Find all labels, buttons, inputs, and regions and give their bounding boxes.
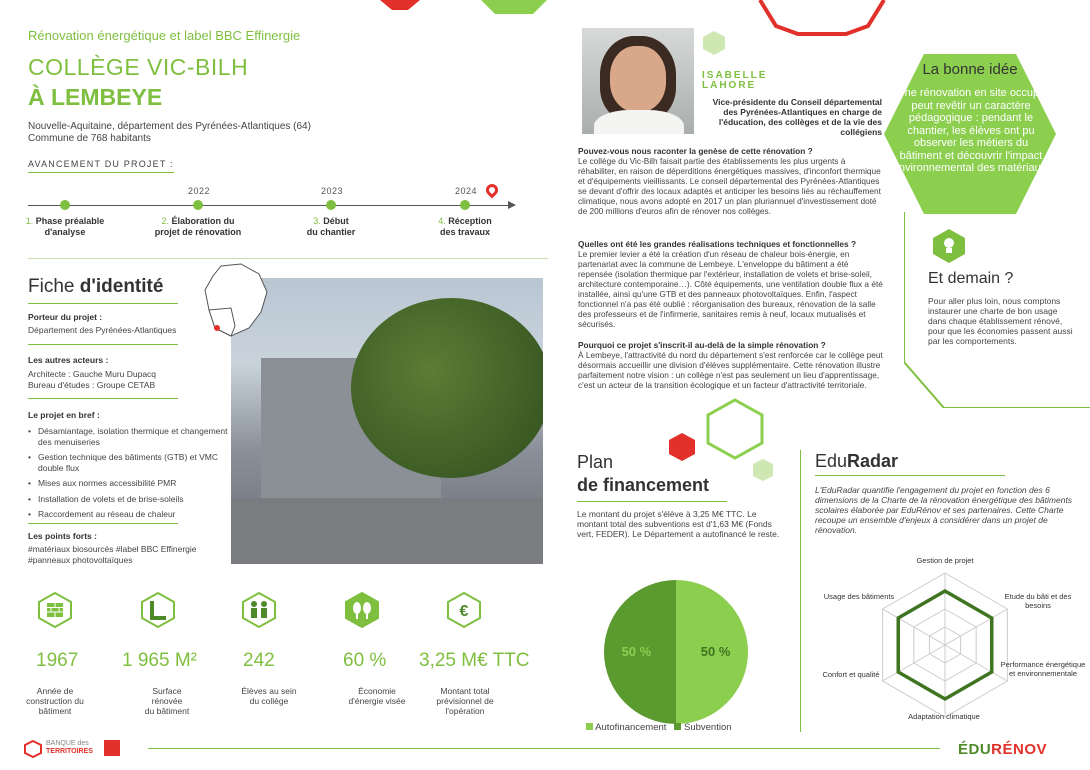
legend-swatch bbox=[674, 723, 681, 730]
list-item: • Installation de volets et de brise-soleils bbox=[28, 494, 228, 505]
stat-value: 3,25 M€ TTC bbox=[419, 650, 530, 671]
stat-label: Montant total prévisionnel de l'opération bbox=[436, 686, 494, 716]
bricks-icon bbox=[38, 592, 72, 628]
list-item: • Mises aux normes accessibilité PMR bbox=[28, 478, 228, 489]
idea-title: La bonne idée bbox=[922, 61, 1018, 78]
demain-title: Et demain ? bbox=[928, 270, 1014, 287]
forts-label: Les points forts : bbox=[28, 531, 97, 541]
radar-axis-label: Etude du bâti et des besoins bbox=[1004, 592, 1072, 610]
footer-line bbox=[148, 748, 940, 749]
timeline-axis bbox=[28, 205, 510, 206]
red-hex-decoration bbox=[668, 432, 696, 462]
interviewee-name: ISABELLE LAHORE bbox=[702, 70, 768, 91]
topic-label: Rénovation énergétique et label BBC Effinergie bbox=[28, 28, 301, 43]
timeline-dot bbox=[460, 200, 470, 210]
timeline-step: 3. Début du chantier bbox=[306, 216, 356, 237]
pie-legend bbox=[586, 722, 732, 733]
stat-value: 60 % bbox=[343, 650, 387, 671]
divider bbox=[28, 344, 178, 345]
timeline-dot bbox=[193, 200, 203, 210]
plan-body: Le montant du projet s'élève à 3,25 M€ TTC. Le montant total des subventions est d'1,63 M€ (Fonds vert, FEDER). Le Département a autofinancé le reste. bbox=[577, 509, 780, 539]
red-hex-decoration bbox=[380, 0, 420, 12]
stat-label: Économie d'énergie visée bbox=[348, 686, 406, 706]
list-item: • Désamiantage, isolation thermique et changement des menuiseries bbox=[28, 426, 228, 447]
lightbulb-icon bbox=[932, 228, 966, 264]
demain-body: Pour aller plus loin, nous comptons instaurer une charte de bon usage dans chaque établissement rénové, pour que les économies passent aussi par les comportements. bbox=[928, 296, 1073, 346]
vertical-divider bbox=[800, 450, 801, 732]
timeline-year: 2022 bbox=[188, 186, 211, 196]
college-photo bbox=[231, 278, 543, 564]
plan-title: Plan bbox=[577, 452, 614, 472]
red-outline-hex-decoration bbox=[758, 0, 886, 36]
population-line: Commune de 768 habitants bbox=[28, 133, 151, 144]
divider bbox=[815, 475, 1005, 476]
divider bbox=[28, 303, 178, 304]
timeline-step: 2. Élaboration du projet de rénovation bbox=[154, 216, 242, 237]
fiche-title: Fiche d'identité bbox=[28, 276, 164, 297]
radar-axis-label: Performance énergétique et environnementale bbox=[1000, 660, 1086, 678]
banque-territoires-logo: BANQUE des TERRITOIRES bbox=[46, 740, 93, 755]
radar-axis-label: Gestion de projet bbox=[916, 556, 974, 565]
divider bbox=[28, 398, 178, 399]
porteur-value: Département des Pyrénées-Atlantiques bbox=[28, 325, 177, 335]
euro-icon bbox=[447, 592, 481, 628]
location-pin-icon bbox=[484, 182, 501, 199]
stat-value: 1 965 M² bbox=[122, 650, 197, 671]
france-map-icon bbox=[201, 262, 271, 342]
timeline-label: AVANCEMENT DU PROJET : bbox=[28, 159, 174, 173]
pie-value-label: 50 % bbox=[700, 644, 731, 659]
divider bbox=[577, 501, 727, 502]
interview-qa: Quelles ont été les grandes réalisations techniques et fonctionnelles ? Le premier levier a été la création d'un réseau de chaleur bois-énergie, en partenariat avec la commune de Lembeye. L'enveloppe du bâtiment a été repensée (isolation thermique par l'extérieur, installation de volets et brise-soleil, architecture contemporaine…). Côté équipements, une ventilation double flux a été installée, ainsi qu'une GTB et des panneaux photovoltaïques. Enfin, l'aspect fonctionnel n'a pas été oublié : réorganisation des bureaux, rénovation de la salle des professeurs et de l'infirmerie, sanitaires remis à neuf, locaux mutualisés et sécurisés. bbox=[578, 239, 883, 329]
eduradar-chart bbox=[860, 560, 1030, 730]
interview-qa: Pouvez-vous nous raconter la genèse de cette rénovation ? Le collège du Vic-Bilh faisait partie des établissements les plus urgents à réhabiliter, en raison de déperditions énergétiques massives, d'inconfort thermique et d'équipements vieillissants. Le conseil départemental des Pyrénées-Atlantiques se devant d'offrir des locaux adaptés et anticiper les besoins liés au réchauffement climatique, nous avons adopté en 2017 un plan pluriannuel d'investissement doté de 200 millions d'euros afin de rénover nos collèges. bbox=[578, 146, 881, 216]
acteurs-label: Les autres acteurs : bbox=[28, 355, 109, 365]
divider bbox=[28, 523, 178, 524]
edurenov-logo: ÉDURÉNOV bbox=[958, 741, 1048, 758]
timeline-step: 4. Réception des travaux bbox=[438, 216, 492, 237]
page-subtitle: À LEMBEYE bbox=[28, 84, 163, 110]
legend-swatch bbox=[586, 723, 593, 730]
timeline-year: 2024 bbox=[455, 186, 478, 196]
location-line: Nouvelle-Aquitaine, département des Pyrénées-Atlantiques (64) bbox=[28, 121, 311, 132]
legend-label: Subvention bbox=[683, 722, 732, 733]
location-info bbox=[28, 121, 311, 145]
stat-value: 1967 bbox=[36, 650, 79, 671]
eduradar-body: L'EduRadar quantifie l'engagement du projet en fonction des 6 dimensions de la Charte de la rénovation énergétique des bâtiments scolaires élaborée par EduRénov et ses partenaires. Cette Charte recoupe un ensemble d'enjeux à considérer dans un projet de rénovation. bbox=[815, 485, 1073, 535]
bref-list bbox=[28, 426, 228, 525]
plan-title-bold: de financement bbox=[577, 475, 710, 495]
banque-territoires-icon bbox=[24, 740, 42, 758]
porteur-label: Porteur du projet : bbox=[28, 312, 103, 322]
acteurs-value: Architecte : Gauche Muru Dupacq Bureau d'études : Groupe CETAB bbox=[28, 369, 157, 390]
list-item: • Gestion technique des bâtiments (GTB) et VMC double flux bbox=[28, 452, 228, 473]
timeline-year: 2023 bbox=[321, 186, 344, 196]
students-icon bbox=[242, 592, 276, 628]
divider bbox=[28, 258, 548, 259]
timeline-dot bbox=[326, 200, 336, 210]
stat-label: Surface rénovée du bâtiment bbox=[144, 686, 190, 716]
radar-axis-label: Confort et qualité bbox=[822, 670, 880, 679]
interview-qa: Pourquoi ce projet s'inscrit-il au-delà de la simple rénovation ? À Lembeye, l'attractivité du nord du département s'est renforcée car le collège peut désormais accueillir une division d'élèves supplémentaire. Cette rénovation illustre parfaitement notre vision : un collège n'est pas seulement un lieu d'apprentissage, c'est un acteur de la transition écologique et un facteur d'attractivité territoriale. bbox=[578, 340, 883, 390]
timeline-step: 1. Phase préalable d'analyse bbox=[25, 216, 105, 237]
svg-text:€: € bbox=[459, 603, 469, 620]
small-hex-decoration bbox=[752, 458, 774, 482]
green-outline-hex-decoration bbox=[706, 398, 764, 460]
timeline-dot bbox=[60, 200, 70, 210]
timeline-arrow-icon bbox=[508, 201, 516, 209]
interviewee-role: Vice-présidente du Conseil départemental des Pyrénées-Atlantiques en charge de l'éducation, des collèges et de la vie des collégiens bbox=[712, 97, 882, 137]
stat-label: Année de construction du bâtiment bbox=[26, 686, 84, 716]
stat-value: 242 bbox=[243, 650, 275, 671]
legend-label: Autofinancement bbox=[595, 722, 667, 733]
green-hex-decoration bbox=[481, 0, 547, 16]
stat-label: Élèves au sein du collège bbox=[241, 686, 297, 706]
ruler-icon bbox=[141, 592, 175, 628]
radar-axis-label: Adaptation climatique bbox=[908, 712, 980, 721]
portrait-photo bbox=[582, 28, 694, 134]
pie-value-label: 50 % bbox=[621, 644, 652, 659]
small-hex-decoration bbox=[702, 30, 726, 56]
bref-label: Le projet en bref : bbox=[28, 410, 100, 420]
financing-pie-chart bbox=[602, 578, 750, 726]
forts-value: #matériaux biosourcés #label BBC Effinergie #panneaux photovoltaïques bbox=[28, 544, 197, 565]
trees-icon bbox=[345, 592, 379, 628]
idea-body: Une rénovation en site occupé peut revêtir un caractère pédagogique : pendant le chantier, les élèves ont pu observer les métiers du bâtiment et découvrir l'impact environnemental des matériaux. bbox=[892, 87, 1050, 174]
page-title: COLLÈGE VIC-BILH bbox=[28, 54, 249, 80]
radar-axis-label: Usage des bâtiments bbox=[823, 592, 895, 601]
eduradar-title: EduRadar bbox=[815, 451, 899, 471]
list-item: • Raccordement au réseau de chaleur bbox=[28, 509, 228, 520]
caisse-depots-logo bbox=[104, 740, 120, 756]
